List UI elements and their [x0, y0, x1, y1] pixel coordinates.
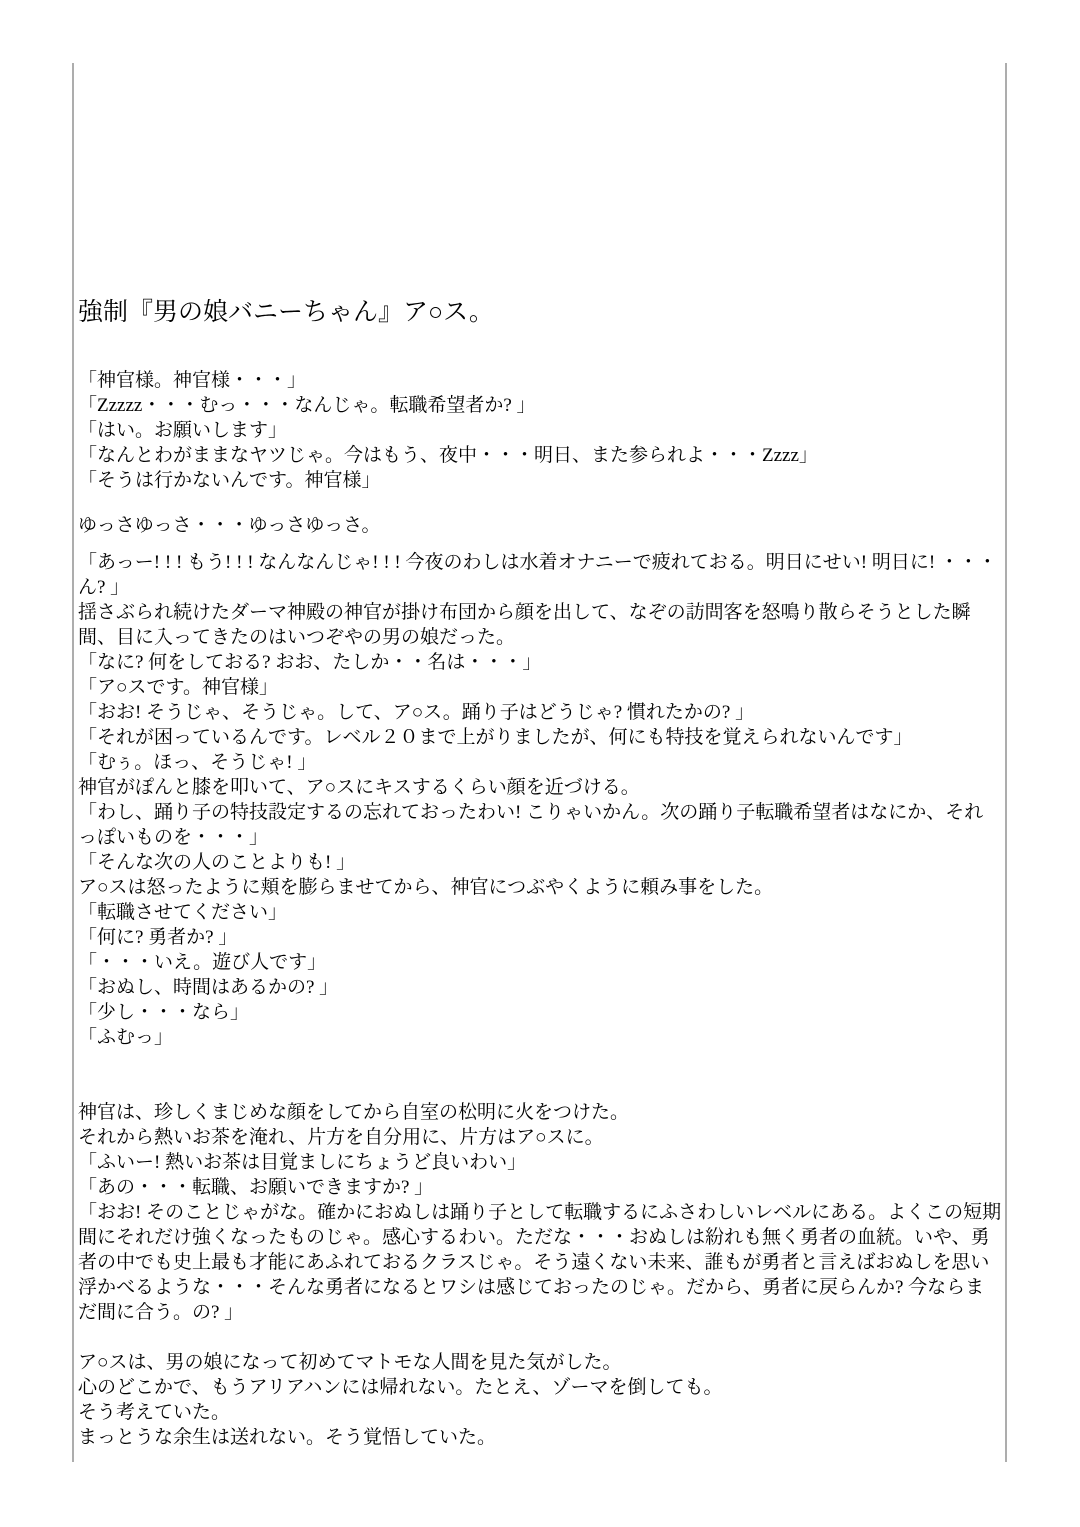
story-line: 「ア○スです。神官様」 [78, 677, 278, 698]
story-line: 「あの・・・転職、お願いできますか? 」 [78, 1177, 434, 1198]
story-line: そう考えていた。 [78, 1402, 231, 1423]
paragraph [78, 513, 1002, 538]
story-line: 「はい。お願いします」 [78, 420, 288, 441]
story-line: 「おお! そうじゃ、そうじゃ。して、ア○ス。踊り子はどうじゃ? 慣れたかの? 」 [78, 702, 755, 723]
story-line: 揺さぶられ続けたダーマ神殿の神官が掛け布団から顔を出して、なぞの訪問客を怒鳴り散らそうとした瞬間、目に入ってきたのはいつぞやの男の娘だった。 [78, 602, 971, 648]
story-line: ア○スは、男の娘になって初めてマトモな人間を見た気がした。 [78, 1352, 622, 1373]
story-line: 「なに? 何をしておる? おお、たしか・・名は・・・」 [78, 652, 542, 673]
story-line: 「そうは行かないんです。神官様」 [78, 470, 381, 491]
story-line: 心のどこかで、もうアリアハンには帰れない。たとえ、ゾーマを倒しても。 [78, 1377, 723, 1398]
story-line: 「わし、踊り子の特技設定するの忘れておったわい! こりゃいかん。次の踊り子転職希望者はなにか、それっぽいものを・・・」 [78, 802, 984, 848]
story-line: 「おぬし、時間はあるかの? 」 [78, 977, 339, 998]
story-line: 「むぅ。ほっ、そうじゃ! 」 [78, 752, 317, 773]
story-line: まっとうな余生は送れない。そう覚悟していた。 [78, 1427, 497, 1448]
story-line: それから熱いお茶を淹れ、片方を自分用に、片方はア○スに。 [78, 1127, 604, 1148]
story-body [78, 368, 1002, 1450]
story-line: 神官がぽんと膝を叩いて、ア○スにキスするくらい顔を近づける。 [78, 777, 640, 798]
story-line: 「あっー! ! ! もう! ! ! なんなんじゃ! ! ! 今夜のわしは水着オナニーで疲れておる。明日にせい! 明日に! ・・・ん? 」 [78, 552, 997, 598]
story-line: 「神官様。神官様・・・」 [78, 370, 307, 391]
story-line: 「転職させてください」 [78, 902, 288, 923]
story-line: 「ふいー! 熱いお茶は目覚ましにちょうど良いわい」 [78, 1152, 527, 1173]
story-line: ア○スは怒ったように頬を膨らませてから、神官につぶやくように頼み事をした。 [78, 877, 774, 898]
story-line: 神官は、珍しくまじめな顔をしてから自室の松明に火をつけた。 [78, 1102, 630, 1123]
story-line: 「・・・いえ。遊び人です」 [78, 952, 327, 973]
story-line: 「それが困っているんです。レベル２０まで上がりましたが、何にも特技を覚えられないんです」 [78, 727, 913, 748]
story-frame [72, 63, 1007, 1462]
story-line: 「Zzzzz・・・むっ・・・なんじゃ。転職希望者か? 」 [78, 395, 536, 416]
story-line: 「何に? 勇者か? 」 [78, 927, 238, 948]
story-line: 「ふむっ」 [78, 1027, 174, 1048]
paragraph [78, 1350, 1002, 1450]
story-title: 強制『男の娘バニーちゃん』ア○ス。 [78, 299, 494, 326]
story-line: 「おお! そのことじゃがな。確かにおぬしは踊り子として転職するにふさわしいレベルにある。よくこの短期間にそれだけ強くなったものじゃ。感心するわい。ただな・・・おぬしは紛れも無く勇者の血統。いや、勇者の中でも史上最も才能にあふれておるクラスじゃ。そう遠くない未来、誰もが勇者と言えばおぬしを思い浮かべるような・・・そんな勇者になるとワシは感じておったのじゃ。だから、勇者に戻らんか? 今ならまだ間に合う。の? 」 [78, 1202, 1002, 1323]
paragraph [78, 1100, 1002, 1325]
paragraph [78, 368, 1002, 493]
paragraph [78, 550, 1002, 1050]
story-line: ゆっさゆっさ・・・ゆっさゆっさ。 [78, 515, 381, 536]
story-line: 「なんとわがままなヤツじゃ。今はもう、夜中・・・明日、また参られよ・・・Zzzz」 [78, 445, 818, 466]
story-line: 「そんな次の人のことよりも! 」 [78, 852, 356, 873]
story-line: 「少し・・・なら」 [78, 1002, 250, 1023]
